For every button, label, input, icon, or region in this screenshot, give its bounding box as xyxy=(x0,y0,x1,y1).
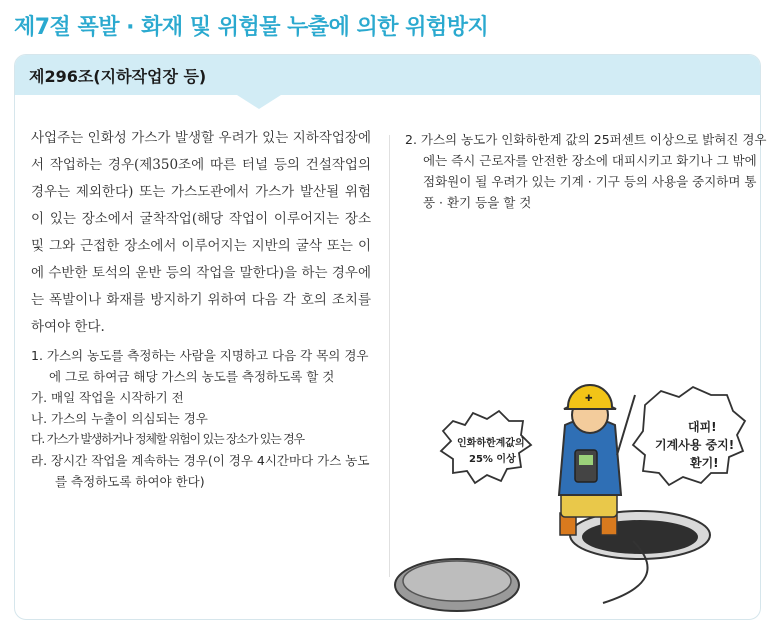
probe-rod xyxy=(617,395,635,455)
worker-manhole-drawing xyxy=(385,345,760,619)
bubble-right-line1: 대피! xyxy=(688,420,717,434)
article-card xyxy=(14,54,767,620)
article-title: 제296조(지하작업장 등) xyxy=(29,67,207,86)
sub-item-da: 다. 가스가 발생하거나 정체할 위험이 있는 장소가 있는 경우 xyxy=(31,432,304,446)
gas-detector xyxy=(575,450,597,482)
header-notch xyxy=(237,95,281,109)
measure-list xyxy=(31,345,376,492)
sub-item-na: 나. 가스의 누출이 의심되는 경우 xyxy=(31,411,208,426)
bubble-right-line2: 기계사용 중지! xyxy=(655,438,735,452)
worker-illustration xyxy=(385,345,760,619)
sub-item-ga: 가. 매일 작업을 시작하기 전 xyxy=(31,390,184,405)
svg-text:✚: ✚ xyxy=(585,394,593,404)
chapter-title: 제7절 폭발 · 화재 및 위험물 누출에 의한 위험방지 xyxy=(14,15,489,40)
list-item-2: 2. 가스의 농도가 인화하한계 값의 25퍼센트 이상으로 밝혀진 경우에는 즉시 근로자를 안전한 장소에 대피시키고 화기나 그 밖에 점화원이 될 우려가 있는 기계 · 기구 등의 사용을 중지하며 통풍 · 환기 등을 할 것 xyxy=(405,132,767,210)
sub-item-ra: 라. 장시간 작업을 계속하는 경우(이 경우 4시간마다 가스 농도를 측정하도록 하여야 한다) xyxy=(31,453,370,489)
bubble-left-line1: 인화하한계값의 xyxy=(457,438,525,449)
list-item-1: 1. 가스의 농도를 측정하는 사람을 지명하고 다음 각 목의 경우에 그로 하여금 해당 가스의 농도를 측정하도록 할 것 xyxy=(31,348,369,384)
article-intro-paragraph: 사업주는 인화성 가스가 발생할 우려가 있는 지하작업장에서 작업하는 경우(제350조에 따른 터널 등의 건설작업의 경우는 제외한다) 또는 가스도관에서 가스가 발산될 위험이 있는 장소에서 굴착작업(해당 작업이 이루어지는 장소 및 그와 근접한 장소에서 이루어지는 지반의 굴삭 또는 이에 수반한 토석의 운반 등의 작업을 말한다)을 하는 경우에는 폭발이나 화재를 방지하기 위하여 다음 각 호의 조치를 하여야 한다. xyxy=(31,130,371,335)
article-header-bar xyxy=(15,55,760,95)
bubble-right-line3: 환기! xyxy=(690,456,719,470)
bubble-left-line2: 25% 이상 xyxy=(469,454,516,465)
speech-bubble-right xyxy=(633,387,745,485)
